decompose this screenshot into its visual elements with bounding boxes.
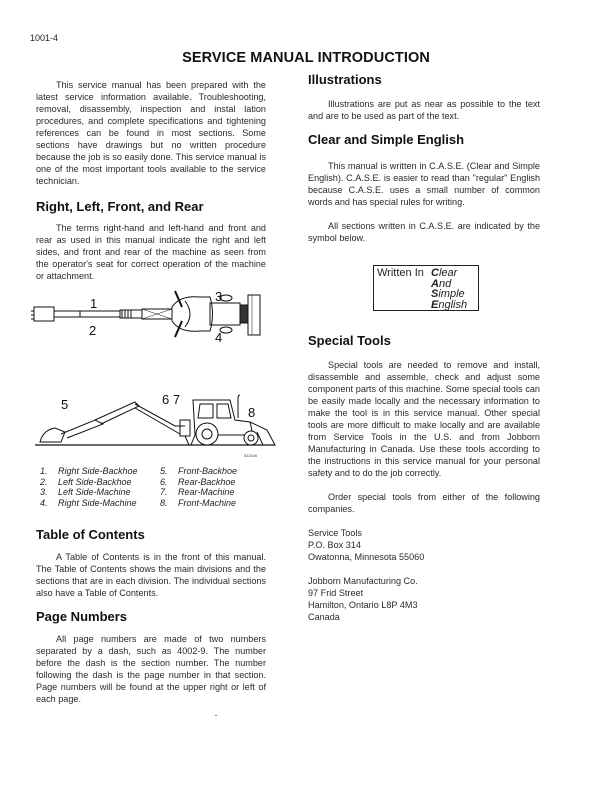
stray-mark <box>215 715 217 716</box>
case-section <box>308 132 540 244</box>
address-jobborn: Jobborn Manufacturing Co. 97 Frid Street Hamilton, Ontario L8P 4M3 Canada <box>308 576 418 622</box>
case-symbol <box>373 265 479 311</box>
case-paragraph-2: All sections written in C.A.S.E. are indicated by the symbol below. <box>308 221 540 243</box>
figure-label-8: 8 <box>248 405 256 420</box>
special-tools-paragraph-1: Special tools are needed to remove and install, disassemble and assemble, check and adjust some component parts of this machine. Some special tools can be easily made locally and the necessary information to make the tool is in this service manual. Other special tools are more difficult to make locally and are available from Service Tools in the U.S. and from Jobborn Manufacturing in Canada. Use these tools according to the instructions in this service manual for your personal safety and to do the job correctly. <box>308 360 540 478</box>
figure-code: 811546 <box>244 453 258 458</box>
address-service-tools: Service Tools P.O. Box 314 Owatonna, Minnesota 55060 <box>308 528 425 562</box>
special-tools-heading: Special Tools <box>308 333 391 348</box>
legend-item: 1. Right Side-Backhoe <box>40 466 138 476</box>
figure-label-1: 1 <box>90 296 98 311</box>
figure-legend <box>40 466 280 508</box>
toc-paragraph: A Table of Contents is in the front of this manual. The Table of Contents shows the main divisions and the sections that are in each division. The individual sections also have a Table of Contents. <box>36 552 266 598</box>
figure-label-4: 4 <box>215 330 223 345</box>
page-numbers-heading: Page Numbers <box>36 609 128 624</box>
legend-item: 2. Left Side-Backhoe <box>40 476 132 487</box>
legend-item: 8. Front-Machine <box>160 497 237 508</box>
figure-label-6-7: 6 7 <box>162 392 181 407</box>
case-symbol-words: Clear And Simple English <box>431 267 468 311</box>
special-tools-section <box>308 333 540 623</box>
page-numbers-paragraph: All page numbers are made of two numbers separated by a dash, such as 4002-9. The number before the dash is the section number. The number following the dash is the page number in that section. Page numbers will be found at the upper right or left of each page. <box>36 634 266 704</box>
illustrations-heading: Illustrations <box>308 72 382 87</box>
case-symbol-prefix: Written In <box>377 267 424 279</box>
illustrations-section <box>308 72 540 122</box>
figure-label-5: 5 <box>61 397 69 412</box>
page-number: 1001-4 <box>30 33 59 43</box>
legend-item: 7. Rear-Machine <box>160 487 235 497</box>
legend-item: 5. Front-Backhoe <box>160 466 238 476</box>
figure-label-2: 2 <box>89 323 97 338</box>
illustrations-paragraph: Illustrations are put as near as possible to the text and are to be used as part of the text. <box>308 99 540 121</box>
rlfr-paragraph: The terms right-hand and left-hand and front and rear as used in this manual indicate the right and left sides, and front and rear of the machine as seen from the operator's seat for correct operation of the machine or attachment. <box>36 223 266 281</box>
toc-heading: Table of Contents <box>36 527 145 542</box>
legend-item: 4. Right Side-Machine <box>40 497 137 508</box>
intro-section <box>36 79 266 187</box>
backhoe-top-view-illustration <box>30 285 270 347</box>
legend-item: 6. Rear-Backhoe <box>160 476 236 487</box>
intro-paragraph: This service manual has been prepared with the latest service information available. Troubleshooting, removal, disassembly, inspection and instal lation procedures, and complete specifications and tightening references can be found in most sections. Some sections have drawings but no written procedure because the job is so easily done. This service manual is one of the most important tools available to the service technician. <box>36 80 266 186</box>
special-tools-paragraph-2: Order special tools from either of the following companies. <box>308 492 540 514</box>
toc-section <box>36 527 266 599</box>
legend-item: 3. Left Side-Machine <box>40 487 131 497</box>
case-paragraph-1: This manual is written in C.A.S.E. (Clear and Simple English). C.A.S.E. is easier to read than "regular" English because C.A.S.E. uses a small number of common words and has special rules for writing. <box>308 161 540 207</box>
page-title: SERVICE MANUAL INTRODUCTION <box>182 50 430 66</box>
rlfr-section <box>36 199 266 282</box>
backhoe-side-view-illustration <box>35 390 285 450</box>
page-numbers-section <box>36 609 266 705</box>
case-heading: Clear and Simple English <box>308 132 465 147</box>
rlfr-heading: Right, Left, Front, and Rear <box>36 199 204 214</box>
figure-label-3: 3 <box>215 289 223 304</box>
